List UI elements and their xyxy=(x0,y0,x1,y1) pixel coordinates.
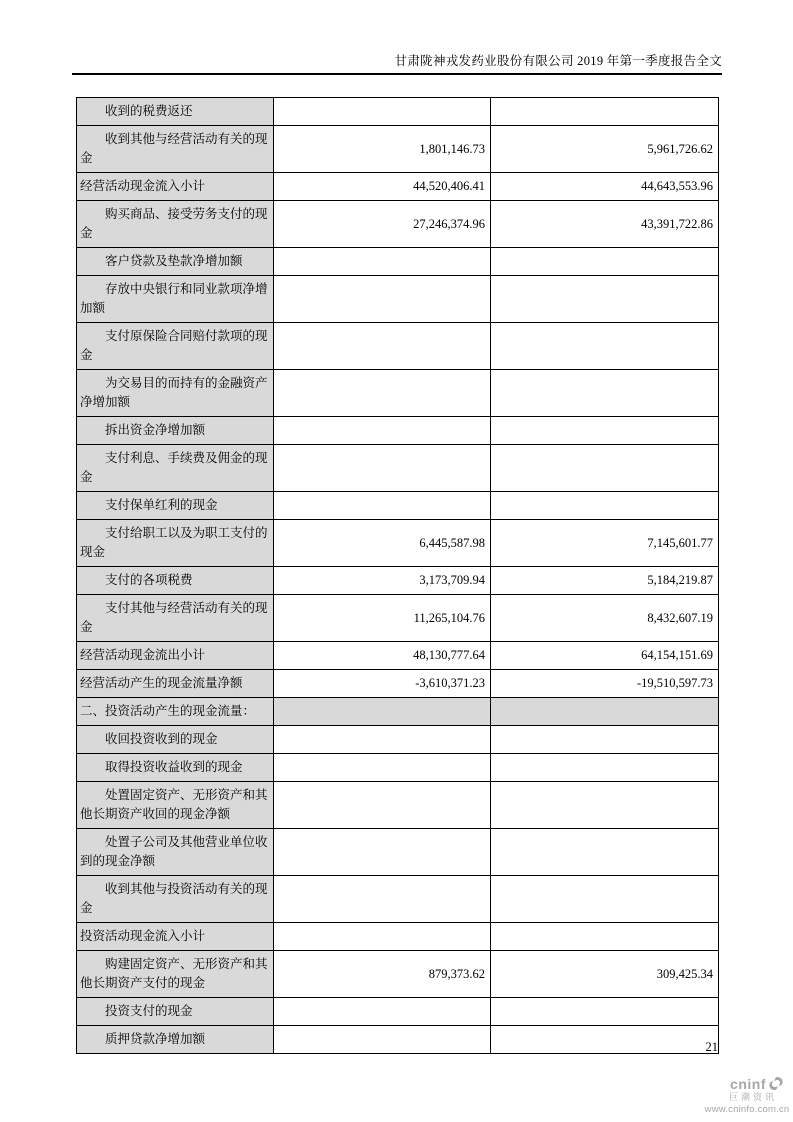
row-value-current xyxy=(274,1026,491,1054)
table-row xyxy=(77,726,719,754)
row-value-prior: 44,643,553.96 xyxy=(491,173,719,201)
row-label: 购建固定资产、无形资产和其他长期资产支付的现金 xyxy=(77,951,274,998)
row-label: 处置固定资产、无形资产和其他长期资产收回的现金净额 xyxy=(77,782,274,829)
table-row xyxy=(77,642,719,670)
row-label: 投资活动现金流入小计 xyxy=(77,923,274,951)
row-value-prior xyxy=(491,98,719,126)
table-row xyxy=(77,173,719,201)
row-label: 收回投资收到的现金 xyxy=(77,726,274,754)
row-value-prior xyxy=(491,276,719,323)
row-value-current xyxy=(274,876,491,923)
row-value-current xyxy=(274,323,491,370)
table-row xyxy=(77,782,719,829)
cash-flow-table-body xyxy=(77,98,719,1054)
row-value-prior: -19,510,597.73 xyxy=(491,670,719,698)
row-label: 为交易目的而持有的金融资产净增加额 xyxy=(77,370,274,417)
row-value-current xyxy=(274,923,491,951)
row-label: 收到其他与经营活动有关的现金 xyxy=(77,126,274,173)
table-row xyxy=(77,754,719,782)
row-value-current xyxy=(274,998,491,1026)
row-label: 支付利息、手续费及佣金的现金 xyxy=(77,445,274,492)
cninfo-url: www.cninfo.com.cn xyxy=(704,1104,790,1115)
cninfo-swirl-icon xyxy=(768,1076,784,1091)
row-value-prior xyxy=(491,323,719,370)
row-value-current xyxy=(274,829,491,876)
cash-flow-table xyxy=(76,97,719,1054)
row-value-current xyxy=(274,726,491,754)
row-value-prior xyxy=(491,998,719,1026)
row-value-current: 48,130,777.64 xyxy=(274,642,491,670)
row-value-prior xyxy=(491,829,719,876)
row-label: 经营活动现金流出小计 xyxy=(77,642,274,670)
table-row xyxy=(77,951,719,998)
row-value-prior: 5,184,219.87 xyxy=(491,567,719,595)
row-label: 拆出资金净增加额 xyxy=(77,417,274,445)
row-label: 经营活动现金流入小计 xyxy=(77,173,274,201)
row-value-current xyxy=(274,370,491,417)
row-value-prior: 64,154,151.69 xyxy=(491,642,719,670)
cninfo-brand-cn: 巨潮资讯 xyxy=(728,1092,777,1102)
table-row xyxy=(77,698,719,726)
row-value-prior xyxy=(491,782,719,829)
row-value-current: -3,610,371.23 xyxy=(274,670,491,698)
row-label: 购买商品、接受劳务支付的现金 xyxy=(77,201,274,248)
cninfo-logo xyxy=(704,1076,790,1115)
row-value-current xyxy=(274,98,491,126)
row-label: 取得投资收益收到的现金 xyxy=(77,754,274,782)
row-value-prior xyxy=(491,754,719,782)
table-row xyxy=(77,923,719,951)
row-value-prior xyxy=(491,248,719,276)
table-row xyxy=(77,998,719,1026)
table-row xyxy=(77,445,719,492)
row-value-prior: 309,425.34 xyxy=(491,951,719,998)
row-value-current xyxy=(274,492,491,520)
row-value-current xyxy=(274,276,491,323)
cninfo-brand-row xyxy=(704,1076,790,1091)
table-row xyxy=(77,567,719,595)
row-value-current xyxy=(274,417,491,445)
table-row xyxy=(77,595,719,642)
row-value-prior xyxy=(491,445,719,492)
row-label: 客户贷款及垫款净增加额 xyxy=(77,248,274,276)
table-row xyxy=(77,1026,719,1054)
row-value-prior: 5,961,726.62 xyxy=(491,126,719,173)
table-row xyxy=(77,370,719,417)
row-value-prior xyxy=(491,923,719,951)
row-value-prior xyxy=(491,370,719,417)
row-label: 支付其他与经营活动有关的现金 xyxy=(77,595,274,642)
table-row xyxy=(77,829,719,876)
row-value-current: 44,520,406.41 xyxy=(274,173,491,201)
row-label: 支付给职工以及为职工支付的现金 xyxy=(77,520,274,567)
table-row xyxy=(77,248,719,276)
row-value-current xyxy=(274,698,491,726)
row-label: 质押贷款净增加额 xyxy=(77,1026,274,1054)
row-label: 经营活动产生的现金流量净额 xyxy=(77,670,274,698)
row-value-prior xyxy=(491,492,719,520)
page-header-title: 甘肃陇神戎发药业股份有限公司 2019 年第一季度报告全文 xyxy=(394,54,722,68)
row-value-current: 879,373.62 xyxy=(274,951,491,998)
row-value-prior xyxy=(491,726,719,754)
row-value-prior xyxy=(491,876,719,923)
row-label: 二、投资活动产生的现金流量： xyxy=(77,698,274,726)
row-value-prior: 43,391,722.86 xyxy=(491,201,719,248)
table-row xyxy=(77,876,719,923)
table-row xyxy=(77,323,719,370)
row-label: 处置子公司及其他营业单位收到的现金净额 xyxy=(77,829,274,876)
row-label: 支付保单红利的现金 xyxy=(77,492,274,520)
table-row xyxy=(77,201,719,248)
row-value-current: 1,801,146.73 xyxy=(274,126,491,173)
table-row xyxy=(77,670,719,698)
table-row xyxy=(77,126,719,173)
row-value-current: 27,246,374.96 xyxy=(274,201,491,248)
row-label: 存放中央银行和同业款项净增加额 xyxy=(77,276,274,323)
table-row xyxy=(77,276,719,323)
row-value-current xyxy=(274,754,491,782)
table-row xyxy=(77,520,719,567)
row-label: 支付的各项税费 xyxy=(77,567,274,595)
row-label: 投资支付的现金 xyxy=(77,998,274,1026)
cninfo-brand-text: cninf xyxy=(730,1075,766,1092)
table-row xyxy=(77,417,719,445)
row-value-current xyxy=(274,445,491,492)
row-value-prior: 7,145,601.77 xyxy=(491,520,719,567)
header-divider xyxy=(72,73,722,75)
table-row xyxy=(77,492,719,520)
row-value-current xyxy=(274,782,491,829)
row-value-current xyxy=(274,248,491,276)
row-value-current: 6,445,587.98 xyxy=(274,520,491,567)
row-value-prior: 8,432,607.19 xyxy=(491,595,719,642)
row-value-prior xyxy=(491,417,719,445)
page-number: 21 xyxy=(705,1040,718,1054)
row-label: 收到其他与投资活动有关的现金 xyxy=(77,876,274,923)
row-value-prior xyxy=(491,698,719,726)
row-label: 支付原保险合同赔付款项的现金 xyxy=(77,323,274,370)
row-value-current: 3,173,709.94 xyxy=(274,567,491,595)
row-value-current: 11,265,104.76 xyxy=(274,595,491,642)
table-row xyxy=(77,98,719,126)
row-label: 收到的税费返还 xyxy=(77,98,274,126)
